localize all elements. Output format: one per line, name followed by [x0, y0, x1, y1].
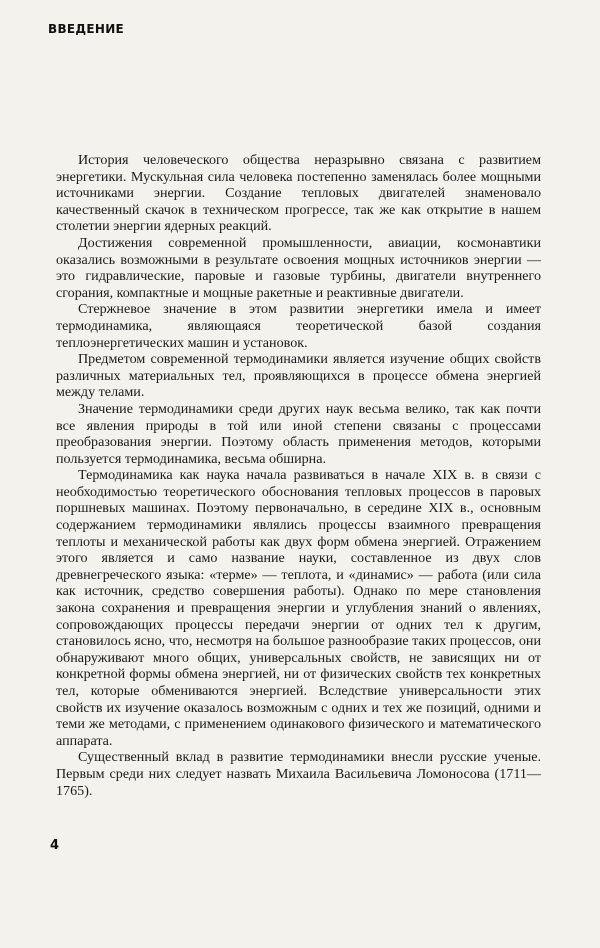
paragraph-5: Значение термодинамики среди других наук весьма велико, так как почти все явления природы в той или иной степени связаны с процессами преобразования энергии. Поэтому область применения методов, которыми пользуется термодинамика, весьма обширна. — [56, 400, 541, 467]
page-number: 4 — [50, 838, 60, 853]
paragraph-6: Термодинамика как наука начала развиваться в начале XIX в. в связи с необходимостью теоретического обоснования тепловых процессов в паровых поршневых машинах. Поэтому первоначально, в середине XIX в., основным содержанием термодинамики являлись процессы взаимного превращения теплоты и механической работы как двух форм обмена энергией. Отражением этого является и само название науки, составленное из двух слов древнегреческого языка: «терме» — теплота, и «динамис» — работа (или сила как источник, средство совершения работы). Однако по мере становления закона сохранения и превращения энергии и углубления знаний о явлениях, сопровождающих процессы передачи энергии от одних тел к другим, становилось ясно, что, несмотря на большое разнообразие таких процессов, они обнаруживают много общих, универсальных свойств, не зависящих ни от конкретной формы обмена энергией, ни от физических свойств тех конкретных тел, которые обмениваются энергией. Вследствие универсальности этих свойств их изучение оказалось возможным с одних и тех же позиций, одними и теми же методами, с применением одинакового физического и математического аппарата. — [56, 467, 541, 749]
body-text — [56, 152, 541, 799]
section-heading: ВВЕДЕНИЕ — [48, 22, 125, 36]
paragraph-1: История человеческого общества неразрывно связана с развитием энергетики. Мускульная сила человека постепенно заменялась более мощными источниками энергии. Создание тепловых двигателей знаменовало качественный скачок в техническом прогрессе, так же как открытие в нашем столетии энергии ядерных реакций. — [56, 152, 541, 235]
paragraph-7: Существенный вклад в развитие термодинамики внесли русские ученые. Первым среди них следует назвать Михаила Васильевича Ломоносова (1711—1765). — [56, 749, 541, 799]
paragraph-3: Стержневое значение в этом развитии энергетики имела и имеет термодинамика, являющаяся теоретической базой создания теплоэнергетических машин и установок. — [56, 301, 541, 351]
paragraph-4: Предметом современной термодинамики является изучение общих свойств различных материальных тел, проявляющихся в процессе обмена энергией между телами. — [56, 351, 541, 401]
paragraph-2: Достижения современной промышленности, авиации, космонавтики оказались возможными в результате освоения мощных источников энергии — это гидравлические, паровые и газовые турбины, двигатели внутреннего сгорания, компактные и мощные ракетные и реактивные двигатели. — [56, 234, 541, 301]
